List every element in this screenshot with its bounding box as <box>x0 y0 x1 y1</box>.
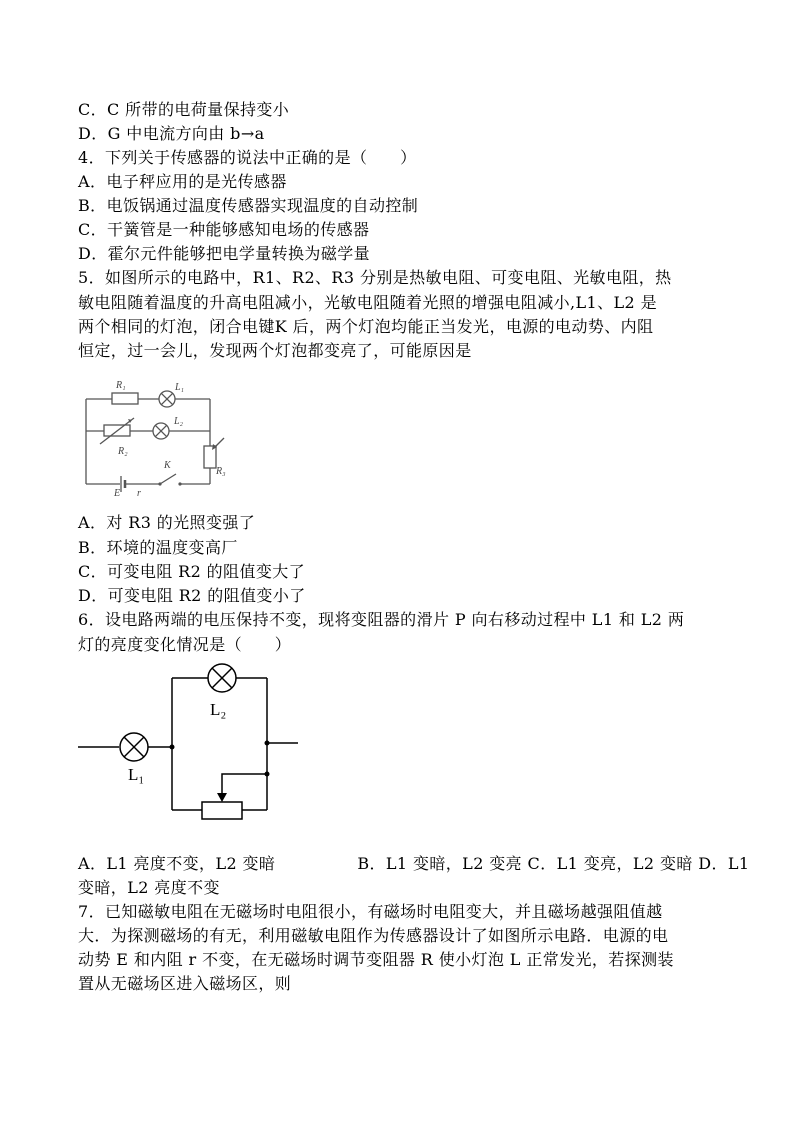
q7-stem-line-3: 动势 E 和内阻 r 不变，在无磁场时调节变阻器 R 使小灯泡 L 正常发光，若探测装 <box>78 950 674 969</box>
q5-label-l1: L₁ <box>175 382 185 393</box>
q4-option-c: C．干簧管是一种能够感知电场的传感器 <box>78 220 370 239</box>
q5-label-r2: R₂ <box>118 446 128 457</box>
q5-option-a: A．对 R3 的光照变强了 <box>78 513 256 532</box>
q3-option-c: C．C 所带的电荷量保持变小 <box>78 100 290 119</box>
q5-label-l2: L₂ <box>174 416 184 427</box>
q5-label-e: E <box>114 488 121 499</box>
q6-options-line-2: 变暗，L2 亮度不变 <box>78 878 220 897</box>
q6-label-l2: L₂ <box>210 700 227 719</box>
q6-stem-line-1: 6．设电路两端的电压保持不变，现将变阻器的滑片 P 向右移动过程中 L1 和 L2 两 <box>78 610 685 629</box>
q5-stem-line-2: 敏电阻随着温度的升高电阻减小，光敏电阻随着光照的增强电阻减小,L1、L2 是 <box>78 293 657 312</box>
q4-option-b: B．电饭锅通过温度传感器实现温度的自动控制 <box>78 196 419 215</box>
q5-label-r1: R₁ <box>116 380 126 391</box>
q4-option-a: A．电子秤应用的是光传感器 <box>78 172 287 191</box>
q5-stem-line-1: 5．如图所示的电路中，R1、R2、R3 分别是热敏电阻、可变电阻、光敏电阻，热 <box>78 268 672 287</box>
q5-stem-line-4: 恒定，过一会儿，发现两个灯泡都变亮了，可能原因是 <box>78 341 472 360</box>
q5-option-d: D．可变电阻 R2 的阻值变小了 <box>78 586 306 605</box>
q5-option-b: B．环境的温度变高厂 <box>78 538 238 557</box>
q3-option-d: D．G 中电流方向由 b→a <box>78 124 265 143</box>
q5-label-r: r <box>137 488 141 499</box>
q6-label-l1: L₁ <box>128 765 145 784</box>
q6-circuit-diagram <box>76 660 304 826</box>
q5-stem-line-3: 两个相同的灯泡，闭合电键K 后，两个灯泡均能正当发光，电源的电动势、内阻 <box>78 317 654 336</box>
q5-circuit-diagram <box>76 372 251 500</box>
q4-stem: 4．下列关于传感器的说法中正确的是（ ） <box>78 148 417 167</box>
q6-stem-line-2: 灯的亮度变化情况是（ ） <box>78 635 292 654</box>
q5-label-k: K <box>164 460 171 471</box>
q4-option-d: D．霍尔元件能够把电学量转换为磁学量 <box>78 244 371 263</box>
q6-options-line-1: A．L1 亮度不变，L2 变暗 B．L1 变暗，L2 变亮 C．L1 变亮，L2 变暗 D．L1 <box>78 854 750 873</box>
q7-stem-line-4: 置从无磁场区进入磁场区，则 <box>78 974 292 993</box>
q5-label-r3: R₃ <box>216 466 226 477</box>
q7-stem-line-1: 7．已知磁敏电阻在无磁场时电阻很小，有磁场时电阻变大，并且磁场越强阻值越 <box>78 902 663 921</box>
q5-option-c: C．可变电阻 R2 的阻值变大了 <box>78 562 306 581</box>
q7-stem-line-2: 大．为探测磁场的有无，利用磁敏电阻作为传感器设计了如图所示电路．电源的电 <box>78 926 669 945</box>
